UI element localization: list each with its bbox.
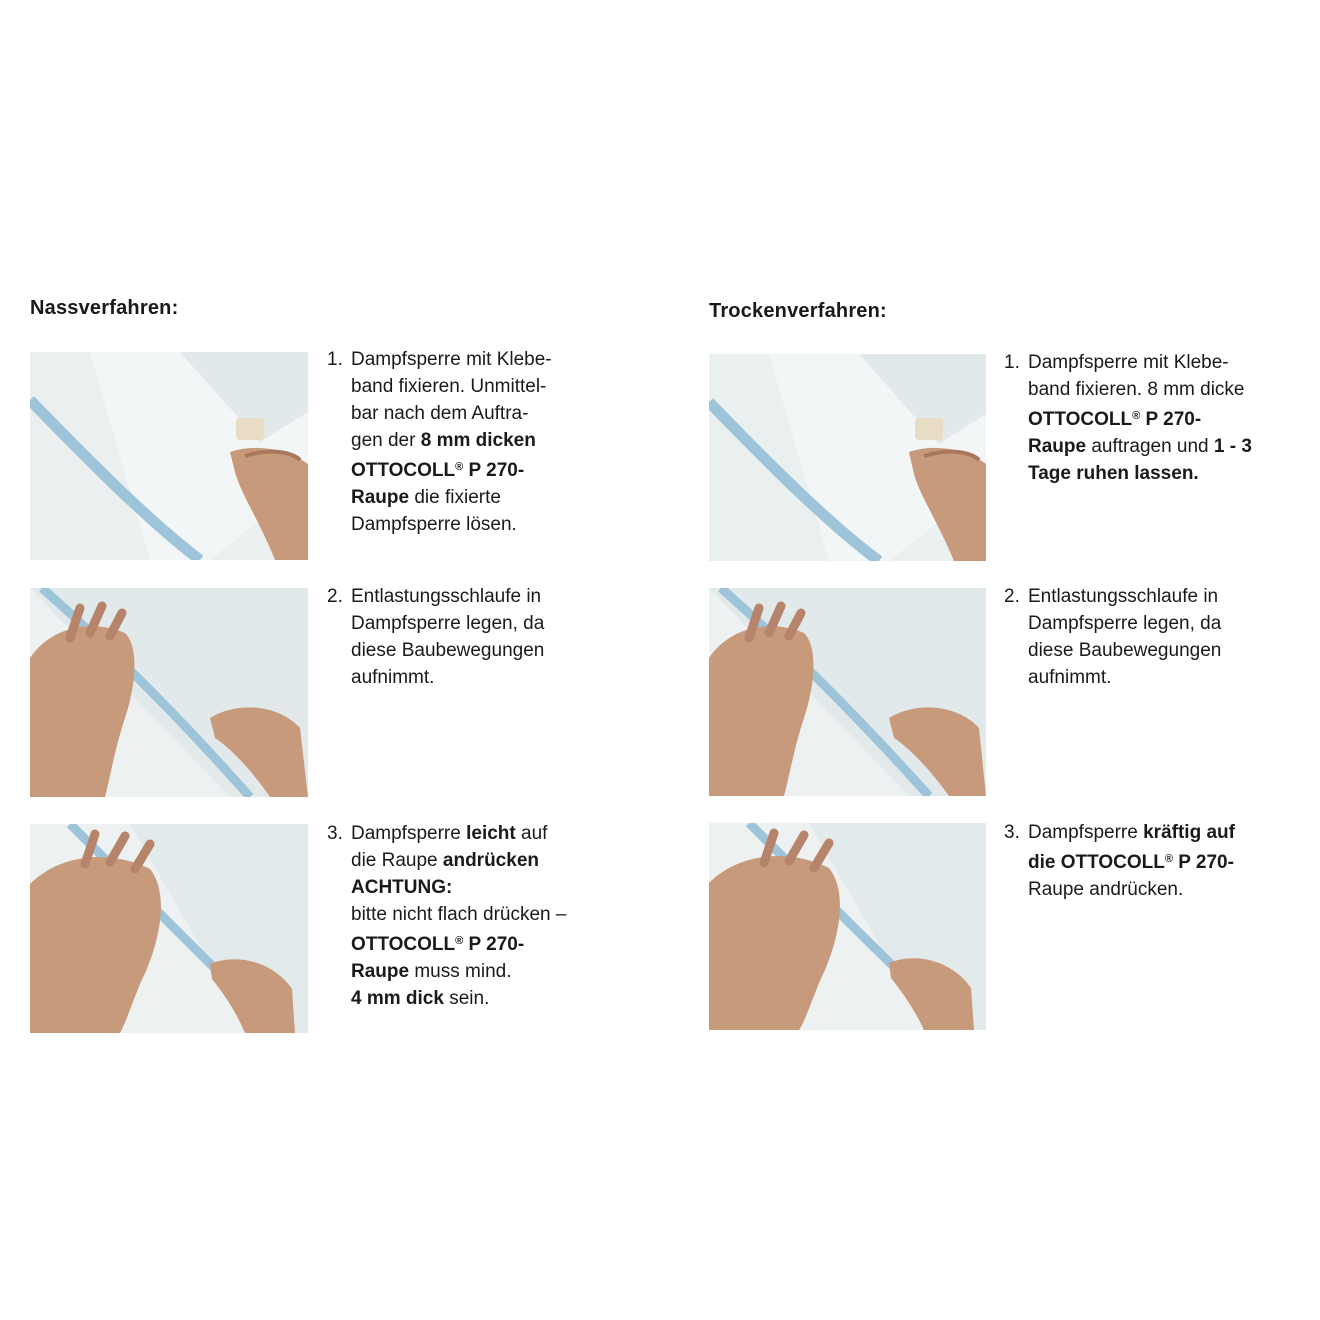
- text-run: Dampfsperre legen, da: [351, 613, 545, 634]
- text-run: aufnimmt.: [1028, 667, 1112, 688]
- step-text-line: [351, 511, 627, 538]
- bold-text: 4 mm dick: [351, 988, 444, 1009]
- bold-text: Raupe: [351, 487, 410, 508]
- dry-step-2-text: [1004, 583, 1304, 691]
- dry-step-1-text: [1004, 349, 1304, 487]
- wet-step-1-text: [327, 346, 627, 538]
- text-run: die Raupe: [351, 850, 443, 871]
- step-body: [351, 583, 627, 691]
- step-text-line: [1028, 819, 1304, 846]
- bold-text: Raupe: [1028, 436, 1087, 457]
- step-text-line: [351, 928, 627, 958]
- bold-text: Tage ruhen lassen.: [1028, 463, 1199, 484]
- photo-wet-step-3: [30, 824, 308, 1033]
- text-run: band fixieren. Unmittel-: [351, 376, 547, 397]
- registered-mark: ®: [1132, 410, 1141, 422]
- step-text-line: [351, 847, 627, 874]
- bold-text: OTTOCOLL: [1028, 409, 1133, 430]
- text-run: Dampfsperre legen, da: [1028, 613, 1222, 634]
- bold-text: die OTTOCOLL: [1028, 852, 1165, 873]
- step-text-line: [351, 901, 627, 928]
- text-run: die fixierte: [409, 487, 501, 508]
- bold-text: Raupe: [351, 961, 410, 982]
- heading-wet-method: Nassverfahren:: [30, 297, 179, 319]
- dry-step-3-text: [1004, 819, 1304, 903]
- bold-text: OTTOCOLL: [351, 934, 456, 955]
- step-text-line: [351, 958, 627, 985]
- photo-dry-step-2: [709, 588, 986, 796]
- bold-text: leicht: [466, 823, 516, 844]
- text-run: Entlastungsschlaufe in: [351, 586, 542, 607]
- step-text-line: [351, 346, 627, 373]
- text-run: bar nach dem Auftra-: [351, 403, 529, 424]
- photo-wet-step-1: [30, 352, 308, 560]
- text-run: sein.: [443, 988, 490, 1009]
- step-body: [351, 820, 627, 1012]
- bold-text: kräftig auf: [1143, 822, 1235, 843]
- text-run: Raupe andrücken.: [1028, 879, 1184, 900]
- step-text-line: [1028, 846, 1304, 876]
- registered-mark: ®: [455, 935, 464, 947]
- step-number: 1.: [327, 349, 343, 370]
- registered-mark: ®: [455, 461, 464, 473]
- step-body: [1028, 583, 1304, 691]
- heading-dry-method: Trockenverfahren:: [709, 300, 887, 322]
- photo-dry-step-3: [709, 823, 986, 1030]
- bold-text: 8 mm dicken: [420, 430, 536, 451]
- text-run: diese Baubewegungen: [351, 640, 545, 661]
- step-number: 2.: [327, 586, 343, 607]
- text-run: Dampfsperre mit Klebe-: [351, 349, 552, 370]
- step-text-line: [351, 583, 627, 610]
- step-text-line: [1028, 460, 1304, 487]
- step-text-line: [351, 400, 627, 427]
- wet-step-3-text: [327, 820, 627, 1012]
- text-run: auftragen und: [1086, 436, 1214, 457]
- text-run: aufnimmt.: [351, 667, 435, 688]
- text-run: auf: [515, 823, 548, 844]
- step-body: [1028, 349, 1304, 487]
- text-run: Entlastungsschlaufe in: [1028, 586, 1219, 607]
- step-text-line: [351, 427, 627, 454]
- step-text-line: [351, 985, 627, 1012]
- text-run: Dampfsperre lösen.: [351, 514, 517, 535]
- text-run: diese Baubewegungen: [1028, 640, 1222, 661]
- step-text-line: [1028, 349, 1304, 376]
- photo-dry-step-1: [709, 354, 986, 561]
- bold-text: P 270-: [1140, 409, 1202, 430]
- step-number: 1.: [1004, 352, 1020, 373]
- bold-text: P 270-: [463, 934, 525, 955]
- step-text-line: [1028, 583, 1304, 610]
- step-body: [1028, 819, 1304, 903]
- bold-text: 1 - 3: [1213, 436, 1252, 457]
- step-text-line: [351, 454, 627, 484]
- step-text-line: [351, 610, 627, 637]
- step-text-line: [351, 373, 627, 400]
- text-run: Dampfsperre mit Klebe-: [1028, 352, 1229, 373]
- bold-text: P 270-: [1172, 852, 1234, 873]
- text-run: Dampfsperre: [351, 823, 467, 844]
- registered-mark: ®: [1164, 853, 1173, 865]
- bold-text: ACHTUNG:: [351, 877, 453, 898]
- text-run: Dampfsperre: [1028, 822, 1144, 843]
- bold-text: andrücken: [442, 850, 539, 871]
- step-text-line: [1028, 876, 1304, 903]
- step-text-line: [1028, 403, 1304, 433]
- step-body: [351, 346, 627, 538]
- step-text-line: [1028, 610, 1304, 637]
- step-text-line: [1028, 376, 1304, 403]
- text-run: bitte nicht flach drücken –: [351, 904, 567, 925]
- step-text-line: [351, 484, 627, 511]
- photo-wet-step-2: [30, 588, 308, 797]
- step-number: 3.: [1004, 822, 1020, 843]
- step-text-line: [351, 664, 627, 691]
- step-text-line: [1028, 433, 1304, 460]
- step-number: 3.: [327, 823, 343, 844]
- step-text-line: [351, 820, 627, 847]
- step-text-line: [1028, 664, 1304, 691]
- bold-text: OTTOCOLL: [351, 460, 456, 481]
- step-text-line: [1028, 637, 1304, 664]
- text-run: muss mind.: [409, 961, 512, 982]
- step-text-line: [351, 637, 627, 664]
- text-run: band fixieren. 8 mm dicke: [1028, 379, 1245, 400]
- bold-text: P 270-: [463, 460, 525, 481]
- wet-step-2-text: [327, 583, 627, 691]
- text-run: gen der: [351, 430, 421, 451]
- step-text-line: [351, 874, 627, 901]
- step-number: 2.: [1004, 586, 1020, 607]
